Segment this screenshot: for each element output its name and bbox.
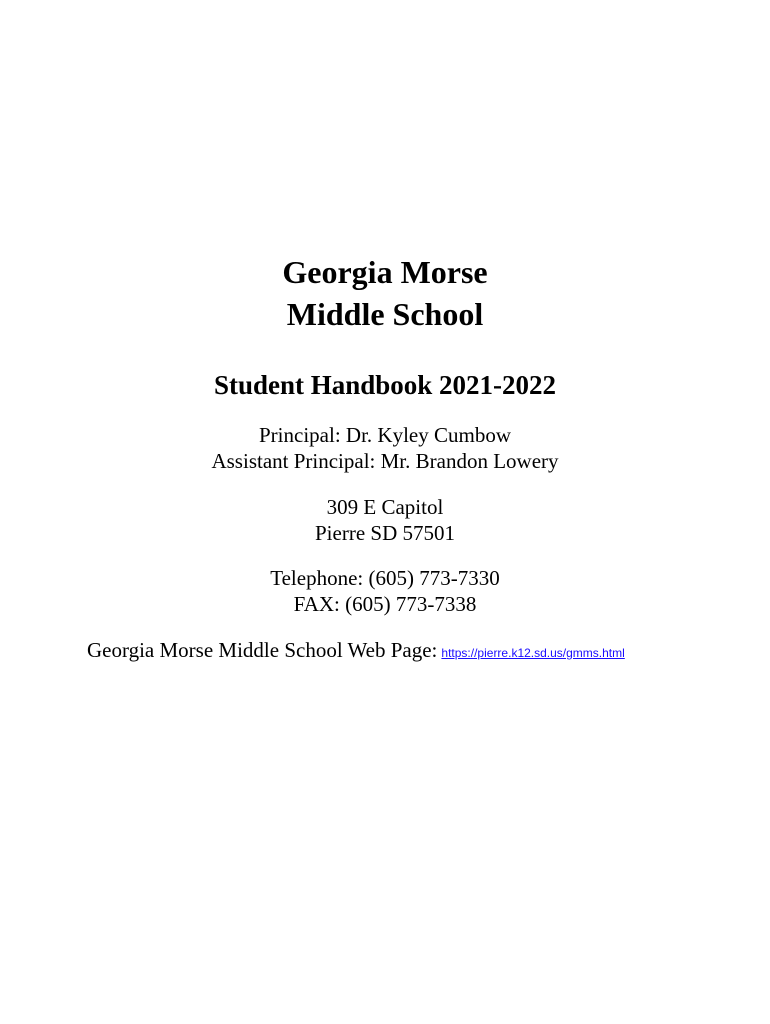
handbook-subtitle: Student Handbook 2021-2022 <box>213 370 557 400</box>
web-page-label: Georgia Morse Middle School Web Page: <box>87 638 438 662</box>
title-line-2: Middle School <box>286 296 484 332</box>
principal: Principal: Dr. Kyley Cumbow <box>259 423 511 447</box>
web-page-link[interactable]: https://pierre.k12.sd.us/gmms.html <box>441 646 625 660</box>
address-line-2: Pierre SD 57501 <box>315 521 455 545</box>
title-line-1: Georgia Morse <box>282 254 488 290</box>
fax: FAX: (605) 773-7338 <box>293 592 477 616</box>
telephone: Telephone: (605) 773-7330 <box>270 566 500 590</box>
address-line-1: 309 E Capitol <box>326 495 444 519</box>
assistant-principal: Assistant Principal: Mr. Brandon Lowery <box>211 449 559 473</box>
web-page-line <box>87 636 625 667</box>
